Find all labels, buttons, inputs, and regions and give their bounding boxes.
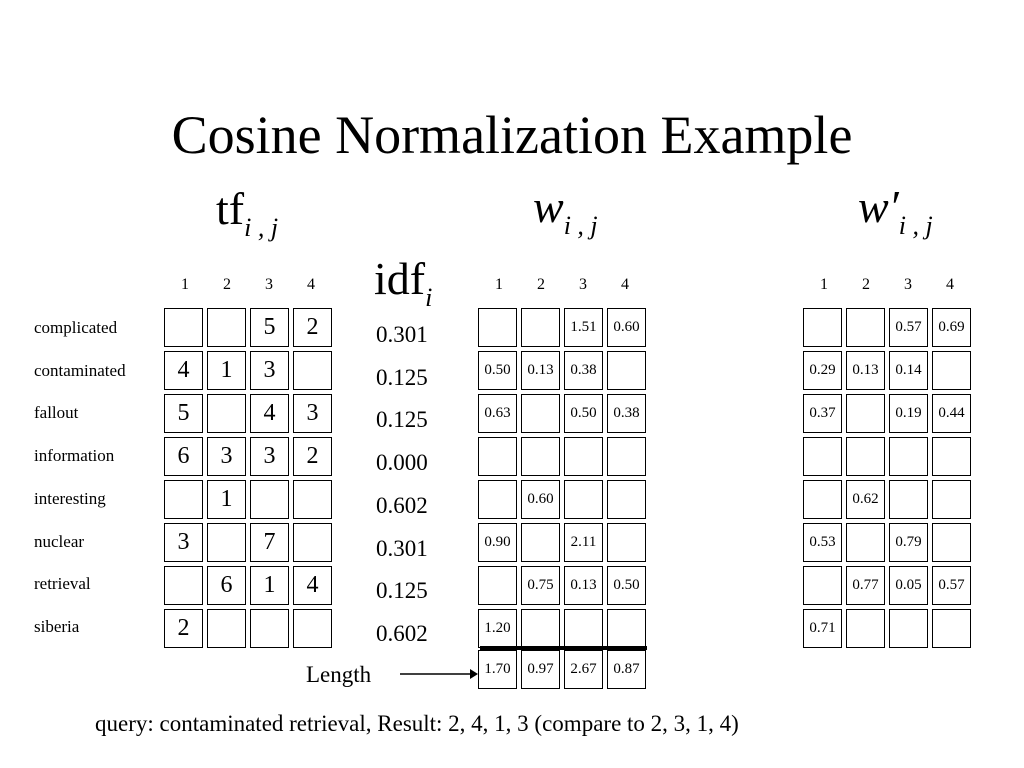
term-label: nuclear xyxy=(34,531,85,551)
matrix-row xyxy=(803,308,971,347)
matrix-cell xyxy=(521,609,560,648)
matrix-cell xyxy=(846,523,885,562)
matrix-row xyxy=(164,351,332,390)
term-label: interesting xyxy=(34,488,106,508)
matrix-row xyxy=(803,523,971,562)
matrix-cell: 0.57 xyxy=(889,308,928,347)
matrix-row xyxy=(478,308,646,347)
length-label: Length xyxy=(306,662,372,687)
matrix-cell xyxy=(207,394,246,433)
matrix-cell: 0.62 xyxy=(846,480,885,519)
idf-header-main: idf xyxy=(374,253,426,304)
right-arrow-icon xyxy=(400,664,480,684)
length-values-row xyxy=(478,650,646,689)
matrix-cell: 0.13 xyxy=(564,566,603,605)
matrix-cell xyxy=(846,394,885,433)
matrix-cell: 2 xyxy=(293,437,332,476)
matrix-cell: 4 xyxy=(293,566,332,605)
term-label: retrieval xyxy=(34,574,91,594)
matrix-cell: 0.50 xyxy=(607,566,646,605)
idf-value: 0.125 xyxy=(376,407,428,433)
matrix-cell xyxy=(803,480,842,519)
matrix-cell xyxy=(607,523,646,562)
length-row xyxy=(474,646,650,693)
matrix-row xyxy=(803,609,971,648)
matrix-cell xyxy=(478,437,517,476)
matrix-cell: 0.44 xyxy=(932,394,971,433)
matrix-cell xyxy=(207,523,246,562)
column-number: 3 xyxy=(579,276,587,293)
tf-matrix xyxy=(160,304,336,652)
matrix-cell xyxy=(293,523,332,562)
matrix-cell: 0.50 xyxy=(478,351,517,390)
matrix-cell xyxy=(889,437,928,476)
matrix-cell xyxy=(521,394,560,433)
matrix-cell: 0.77 xyxy=(846,566,885,605)
matrix-cell xyxy=(932,609,971,648)
matrix-cell: 0.60 xyxy=(607,308,646,347)
matrix-cell: 0.71 xyxy=(803,609,842,648)
matrix-cell xyxy=(164,480,203,519)
tf-header xyxy=(216,184,278,253)
matrix-cell xyxy=(932,437,971,476)
matrix-cell: 1 xyxy=(207,351,246,390)
length-cell: 0.87 xyxy=(607,650,646,689)
matrix-cell xyxy=(564,437,603,476)
matrix-cell xyxy=(803,566,842,605)
matrix-cell: 0.50 xyxy=(564,394,603,433)
length-cell: 0.97 xyxy=(521,650,560,689)
matrix-cell xyxy=(521,523,560,562)
matrix-cell: 0.14 xyxy=(889,351,928,390)
tf-header-main: tf xyxy=(216,183,245,234)
matrix-cell: 3 xyxy=(164,523,203,562)
matrix-cell xyxy=(846,308,885,347)
matrix-cell xyxy=(293,351,332,390)
matrix-cell: 6 xyxy=(207,566,246,605)
matrix-cell: 3 xyxy=(207,437,246,476)
column-number: 1 xyxy=(495,276,503,293)
column-number: 2 xyxy=(223,276,231,293)
matrix-cell xyxy=(521,308,560,347)
matrix-cell xyxy=(803,437,842,476)
matrix-cell: 4 xyxy=(164,351,203,390)
matrix-cell xyxy=(607,437,646,476)
matrix-row xyxy=(478,480,646,519)
matrix-cell xyxy=(932,523,971,562)
weight-matrix xyxy=(474,304,650,652)
matrix-cell: 5 xyxy=(250,308,289,347)
matrix-cell: 0.57 xyxy=(932,566,971,605)
matrix-cell: 0.13 xyxy=(521,351,560,390)
matrix-cell xyxy=(846,609,885,648)
matrix-cell: 0.19 xyxy=(889,394,928,433)
matrix-row xyxy=(478,351,646,390)
idf-value: 0.125 xyxy=(376,578,428,604)
matrix-cell: 0.38 xyxy=(564,351,603,390)
term-label: siberia xyxy=(34,616,80,636)
matrix-cell: 3 xyxy=(293,394,332,433)
matrix-cell: 0.05 xyxy=(889,566,928,605)
matrix-cell: 2.11 xyxy=(564,523,603,562)
matrix-cell: 0.60 xyxy=(521,480,560,519)
matrix-row xyxy=(164,308,332,347)
query-result-text: query: contaminated retrieval, Result: 2, 4, 1, 3 (compare to 2, 3, 1, 4) xyxy=(95,711,739,736)
wprime-header-sub: i , j xyxy=(898,211,933,240)
matrix-cell: 0.53 xyxy=(803,523,842,562)
matrix-cell: 4 xyxy=(250,394,289,433)
matrix-row xyxy=(164,609,332,648)
matrix-row xyxy=(164,394,332,433)
matrix-cell xyxy=(478,480,517,519)
matrix-cell: 0.69 xyxy=(932,308,971,347)
idf-header-sub: i xyxy=(425,283,433,312)
matrix-cell xyxy=(207,308,246,347)
normalized-weight-matrix xyxy=(799,304,975,652)
matrix-cell xyxy=(607,480,646,519)
matrix-cell: 0.79 xyxy=(889,523,928,562)
idf-value: 0.602 xyxy=(376,492,428,518)
wprime-header xyxy=(858,182,933,251)
matrix-cell: 0.75 xyxy=(521,566,560,605)
matrix-cell xyxy=(478,566,517,605)
matrix-cell xyxy=(846,437,885,476)
matrix-cell: 1.51 xyxy=(564,308,603,347)
matrix-cell: 0.37 xyxy=(803,394,842,433)
matrix-cell: 1 xyxy=(250,566,289,605)
idf-value: 0.301 xyxy=(376,535,428,561)
matrix-cell xyxy=(164,308,203,347)
column-number: 2 xyxy=(537,276,545,293)
matrix-cell xyxy=(207,609,246,648)
w-header-main: w xyxy=(533,181,564,232)
column-number: 4 xyxy=(621,276,629,293)
matrix-row xyxy=(164,523,332,562)
matrix-row xyxy=(478,437,646,476)
matrix-cell: 5 xyxy=(164,394,203,433)
length-cell: 2.67 xyxy=(564,650,603,689)
matrix-cell xyxy=(932,480,971,519)
column-number: 3 xyxy=(265,276,273,293)
matrix-cell xyxy=(293,480,332,519)
idf-value: 0.301 xyxy=(376,322,428,347)
matrix-row xyxy=(803,394,971,433)
matrix-row xyxy=(803,437,971,476)
idf-value: 0.000 xyxy=(376,450,428,476)
matrix-cell: 7 xyxy=(250,523,289,562)
matrix-row xyxy=(164,566,332,605)
column-number: 4 xyxy=(946,276,954,293)
w-header xyxy=(533,182,598,251)
column-number: 2 xyxy=(862,276,870,293)
matrix-cell: 2 xyxy=(293,308,332,347)
matrix-cell xyxy=(889,480,928,519)
matrix-cell: 0.90 xyxy=(478,523,517,562)
matrix-row xyxy=(478,523,646,562)
matrix-cell: 1 xyxy=(207,480,246,519)
matrix-cell: 0.29 xyxy=(803,351,842,390)
matrix-cell xyxy=(564,609,603,648)
matrix-row xyxy=(803,351,971,390)
matrix-cell xyxy=(478,308,517,347)
column-number: 1 xyxy=(181,276,189,293)
column-number: 4 xyxy=(307,276,315,293)
matrix-cell: 0.13 xyxy=(846,351,885,390)
matrix-cell xyxy=(889,609,928,648)
slide-title: Cosine Normalization Example xyxy=(171,105,853,165)
matrix-cell xyxy=(564,480,603,519)
w-header-sub: i , j xyxy=(563,211,598,240)
matrix-row xyxy=(478,566,646,605)
matrix-cell: 0.63 xyxy=(478,394,517,433)
matrix-cell: 2 xyxy=(164,609,203,648)
matrix-cell: 6 xyxy=(164,437,203,476)
column-number: 1 xyxy=(820,276,828,293)
matrix-cell: 3 xyxy=(250,351,289,390)
matrix-cell xyxy=(521,437,560,476)
term-label: complicated xyxy=(34,318,118,337)
matrix-cell xyxy=(607,609,646,648)
idf-header xyxy=(374,254,432,323)
matrix-row xyxy=(803,566,971,605)
matrix-cell: 0.38 xyxy=(607,394,646,433)
matrix-cell xyxy=(607,351,646,390)
term-label: contaminated xyxy=(34,360,126,380)
matrix-row xyxy=(164,437,332,476)
matrix-cell xyxy=(250,480,289,519)
matrix-row xyxy=(478,609,646,648)
matrix-cell xyxy=(803,308,842,347)
matrix-cell xyxy=(164,566,203,605)
tf-header-sub: i , j xyxy=(244,213,279,242)
term-label: fallout xyxy=(34,403,79,423)
matrix-row xyxy=(478,394,646,433)
matrix-cell: 3 xyxy=(250,437,289,476)
matrix-cell xyxy=(250,609,289,648)
wprime-header-main: w′ xyxy=(858,181,899,232)
matrix-row xyxy=(164,480,332,519)
length-cell: 1.70 xyxy=(478,650,517,689)
matrix-cell xyxy=(932,351,971,390)
idf-value: 0.602 xyxy=(376,620,428,646)
matrix-cell xyxy=(293,609,332,648)
matrix-row xyxy=(803,480,971,519)
column-number: 3 xyxy=(904,276,912,293)
matrix-cell: 1.20 xyxy=(478,609,517,648)
term-label: information xyxy=(34,446,115,466)
idf-value: 0.125 xyxy=(376,364,428,390)
